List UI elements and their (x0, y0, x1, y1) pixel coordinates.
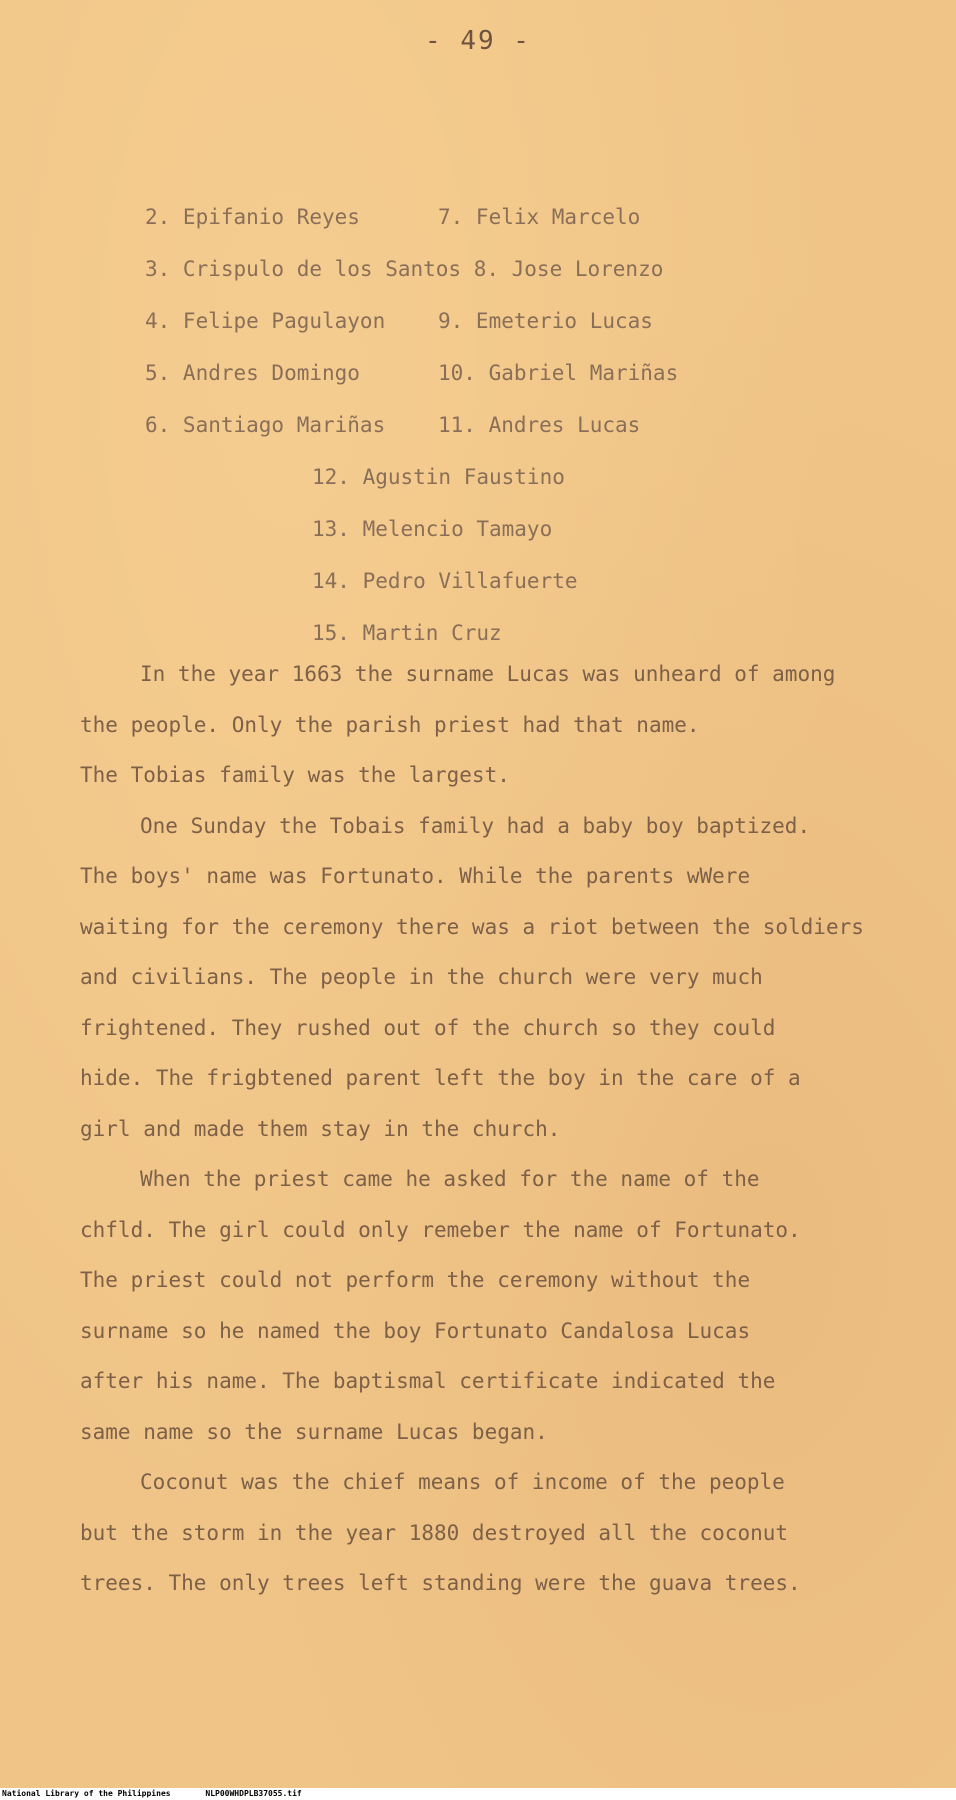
text-line: The priest could not perform the ceremony without the (80, 1268, 751, 1292)
text-line: same name so the surname Lucas began. (80, 1419, 548, 1444)
text-line: hide. The frigbtened parent left the boy in the care of a (80, 1066, 801, 1090)
text-line: trees. The only trees left standing were the guava trees. (80, 1571, 801, 1595)
name-entry: 3. Crispulo de los Santos 8. Jose Lorenzo (145, 257, 664, 281)
scan-footer (0, 1788, 956, 1800)
name-entry: 15. Martin Cruz (312, 621, 502, 645)
text-line: surname so he named the boy Fortunato Candalosa Lucas (80, 1318, 751, 1343)
footer-library: National Library of the Philippines (2, 1789, 171, 1798)
name-entry: 4. Felipe Pagulayon (145, 309, 386, 333)
names-list-right (438, 191, 678, 451)
paragraph-coconut (80, 1457, 870, 1609)
name-entry: 9. Emeterio Lucas (438, 309, 653, 333)
name-entry: 2. Epifanio Reyes (145, 205, 360, 229)
text-line: The boys' name was Fortunato. While the parents wWere (80, 864, 751, 888)
name-entry: 10. Gabriel Mariñas (438, 361, 679, 385)
text-line: after his name. The baptismal certificate indicated the (80, 1369, 776, 1393)
name-entry: 12. Agustin Faustino (312, 465, 565, 489)
text-line: The Tobias family was the largest. (80, 763, 510, 787)
text-line: When the priest came he asked for the name of the (140, 1167, 760, 1191)
text-line: waiting for the ceremony there was a riot between the soldiers (80, 914, 864, 939)
paragraph-surname-origin (80, 649, 870, 801)
names-list-center (312, 451, 578, 659)
paragraph-baptism (80, 801, 870, 1155)
text-line: the people. Only the parish priest had that name. (80, 712, 700, 737)
name-entry: 14. Pedro Villafuerte (312, 569, 578, 593)
name-entry (438, 243, 678, 295)
body-text (80, 649, 870, 1609)
text-line: Coconut was the chief means of income of the people (140, 1470, 785, 1494)
name-entry: 6. Santiago Mariñas (145, 413, 386, 437)
text-line: One Sunday the Tobais family had a baby boy baptized. (140, 813, 811, 838)
text-line: chfld. The girl could only remeber the name of Fortunato. (80, 1217, 801, 1242)
text-line: In the year 1663 the surname Lucas was unheard of among (140, 662, 836, 686)
name-entry: 7. Felix Marcelo (438, 205, 641, 229)
footer-file-id: NLP00WHDPLB37055.tif (205, 1789, 302, 1798)
name-entry: 13. Melencio Tamayo (312, 517, 553, 541)
text-line: but the storm in the year 1880 destroyed all the coconut (80, 1520, 789, 1545)
page-number: - 49 - (425, 26, 531, 56)
name-entry: 11. Andres Lucas (438, 413, 641, 437)
text-line: girl and made them stay in the church. (80, 1116, 561, 1141)
text-line: frightened. They rushed out of the church so they could (80, 1015, 776, 1040)
paragraph-priest (80, 1154, 870, 1457)
text-line: and civilians. The people in the church were very much (80, 965, 763, 989)
name-entry: 5. Andres Domingo (145, 361, 360, 385)
